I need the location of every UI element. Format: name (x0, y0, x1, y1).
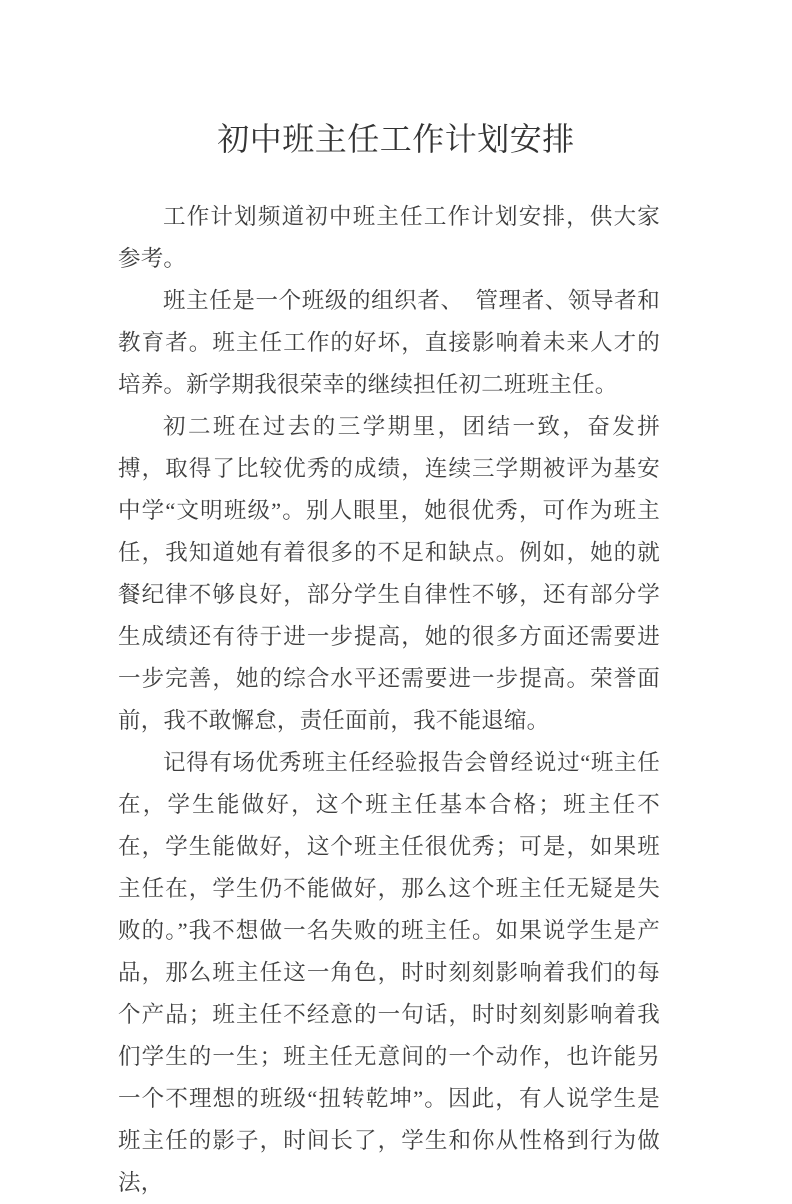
paragraph-1: 工作计划频道初中班主任工作计划安排，供大家参考。 (118, 204, 660, 271)
paragraph-2: 班主任是一个班级的组织者、 管理者、领导者和教育者。班主任工作的好坏，直接影响着未来人才的培养。新学期我很荣幸的继续担任初二班班主任。 (118, 288, 660, 397)
page-title: 初中班主任工作计划安排 (217, 121, 575, 158)
document-body (118, 196, 660, 1204)
paragraph-4: 记得有场优秀班主任经验报告会曾经说过“班主任在，学生能做好，这个班主任基本合格；班主任不在，学生能做好，这个班主任很优秀；可是，如果班主任在，学生仍不能做好，那么这个班主任无疑是失败的。”我不想做一名失败的班主任。如果说学生是产品，那么班主任这一角色，时时刻刻影响着我们的每个产品；班主任不经意的一句话，时时刻刻影响着我们学生的一生；班主任无意间的一个动作，也许能另一个不理想的班级“扭转乾坤”。因此，有人说学生是班主任的影子，时间长了，学生和你从性格到行为做法， (118, 750, 660, 1195)
paragraph-3: 初二班在过去的三学期里，团结一致，奋发拼搏，取得了比较优秀的成绩，连续三学期被评为基安中学“文明班级”。别人眼里，她很优秀，可作为班主任，我知道她有着很多的不足和缺点。例如，她的就餐纪律不够良好，部分学生自律性不够，还有部分学生成绩还有待于进一步提高，她的很多方面还需要进一步完善，她的综合水平还需要进一步提高。荣誉面前，我不敢懈怠，责任面前，我不能退缩。 (118, 414, 660, 733)
